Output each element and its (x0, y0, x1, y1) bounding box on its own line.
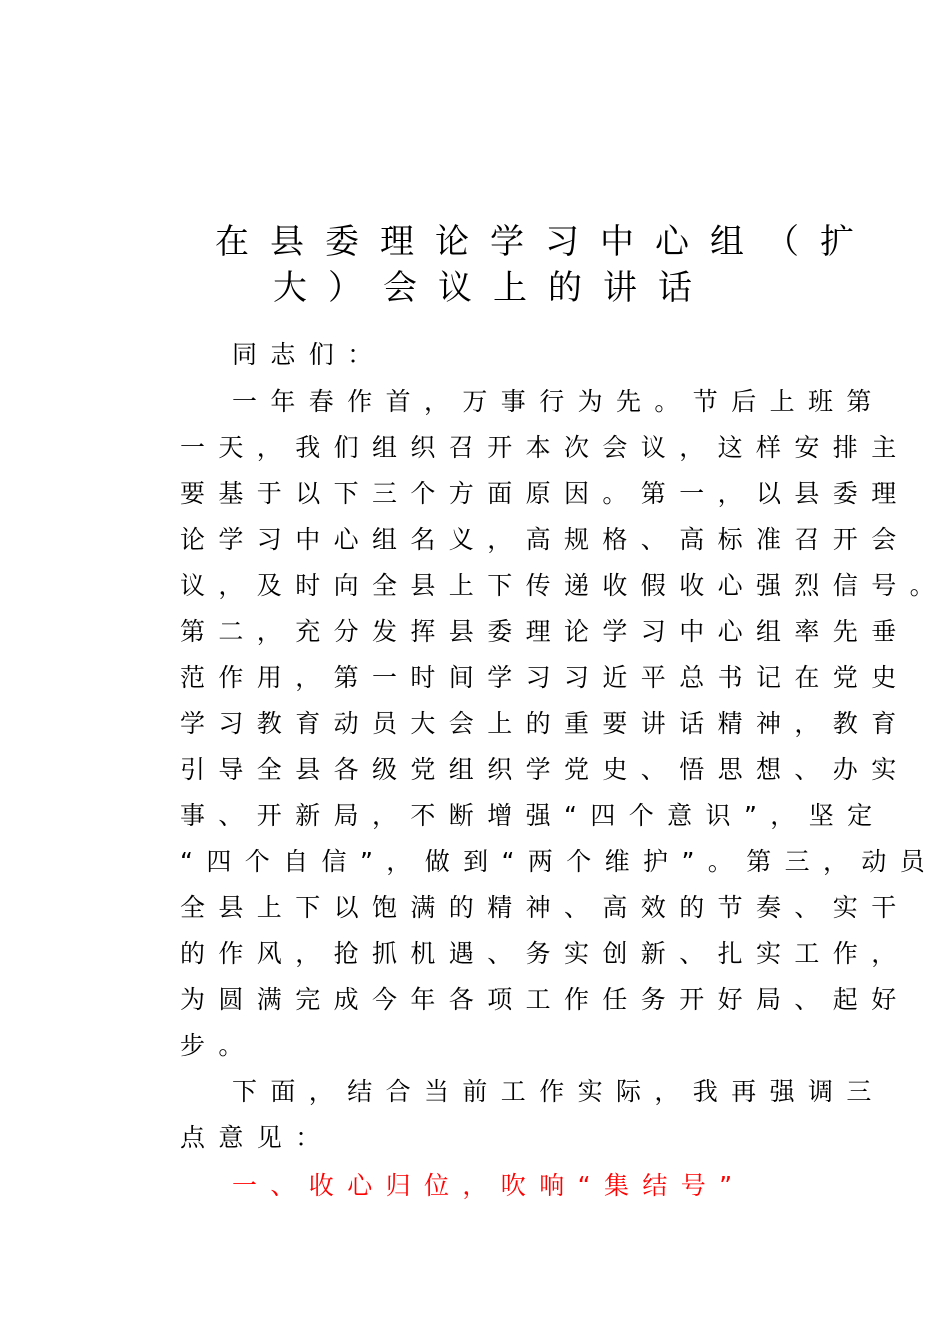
paragraph-line: 下面，结合当前工作实际，我再强调三 (232, 1077, 885, 1106)
paragraph-line: 第二，充分发挥县委理论学习中心组率先垂 (180, 617, 910, 646)
document-title-line-1: 在县委理论学习中心组（扩 (215, 222, 875, 262)
paragraph-line: 的作风，抢抓机遇、务实创新、扎实工作， (180, 939, 910, 968)
paragraph-line: 点意见： (180, 1123, 334, 1152)
paragraph-line: 全县上下以饱满的精神、高效的节奏、实干 (180, 893, 910, 922)
paragraph-line: 论学习中心组名义，高规格、高标准召开会 (180, 525, 910, 554)
paragraph-line: 一天，我们组织召开本次会议，这样安排主 (180, 433, 910, 462)
paragraph-line: 议，及时向全县上下传递收假收心强烈信号。 (180, 571, 949, 600)
paragraph-line: 步。 (180, 1031, 257, 1060)
paragraph-line: 为圆满完成今年各项工作任务开好局、起好 (180, 985, 910, 1014)
paragraph-line: 引导全县各级党组织学党史、悟思想、办实 (180, 755, 910, 784)
paragraph-line: 学习教育动员大会上的重要讲话精神，教育 (180, 709, 910, 738)
document-title-line-2: 大）会议上的讲话 (273, 268, 713, 308)
paragraph-line: 范作用，第一时间学习习近平总书记在党史 (180, 663, 910, 692)
paragraph-line: 一年春作首，万事行为先。节后上班第 (232, 387, 885, 416)
paragraph-line: “四个自信”，做到“两个维护”。第三，动员 (180, 847, 939, 876)
salutation: 同志们： (232, 340, 386, 369)
paragraph-line: 要基于以下三个方面原因。第一，以县委理 (180, 479, 910, 508)
section-heading-1: 一、收心归位，吹响“集结号” (232, 1171, 746, 1200)
paragraph-line: 事、开新局，不断增强“四个意识”，坚定 (180, 801, 886, 830)
